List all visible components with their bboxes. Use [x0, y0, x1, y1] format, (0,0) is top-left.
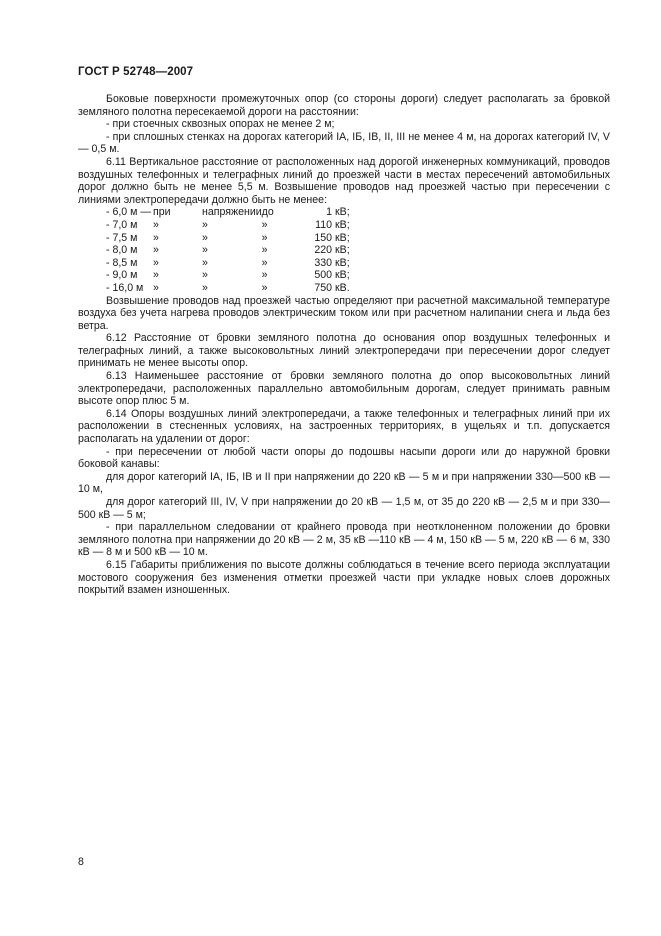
category-clause: для дорог категорий III, IV, V при напряжении до 20 кВ — 1,5 м, от 35 до 220 кВ — 2,5 м и при 330—500 кВ — 5 м; — [78, 496, 610, 521]
section-6-12-paragraph: 6.12 Расстояние от бровки земляного полотна до основания опор воздушных телефонных и телеграфных линий, а также высоковольтных линий электропередачи при пересечении дорог следует принимать не менее высоты опор. — [78, 332, 610, 370]
table-row — [106, 219, 350, 232]
ditto-cell: до — [261, 206, 274, 219]
ditto-cell: » — [153, 281, 159, 294]
table-row — [106, 232, 350, 245]
table-row — [106, 257, 350, 270]
table-row — [106, 282, 350, 295]
section-6-11-paragraph: 6.11 Вертикальное расстояние от расположенных над дорогой инженерных коммуникаций, проводов воздушных телефонных и телеграфных линий до проезжей части в местах пересечений автомобильных дорог должно быть не менее 5,5 м. Возвышение проводов над проезжей частью при пересечении с линиями электропередачи должно быть не менее: — [78, 155, 610, 206]
voltage-cell: 110 кВ; — [315, 218, 350, 231]
voltage-cell: 220 кВ; — [314, 244, 350, 257]
table-row — [106, 244, 350, 257]
ditto-cell: » — [202, 256, 208, 269]
ditto-cell: » — [261, 218, 268, 231]
ditto-cell: » — [153, 244, 159, 257]
section-6-13-paragraph: 6.13 Наименьшее расстояние от бровки земляного полотна до опор высоковольтных линий электропередачи, расположенных параллельно автомобильным дорогам, следует принимать равным высоте опор плюс 5 м. — [78, 370, 610, 408]
ditto-cell: » — [202, 244, 208, 257]
ditto-cell: » — [202, 218, 208, 231]
ditto-cell: » — [261, 269, 268, 282]
page-body — [78, 93, 610, 597]
ditto-cell: при — [153, 206, 171, 219]
section-6-14-paragraph: 6.14 Опоры воздушных линий электропередачи, а также телефонных и телеграфных линий при их расположении в стесненных условиях, на застроенных территориях, в ущельях и т.п. допускается располагать на удалении от дорог: — [78, 407, 610, 446]
ditto-cell: » — [261, 281, 268, 294]
category-clause: для дорог категорий IA, IБ, IB и II при напряжении до 220 кВ — 5 м и при напряжении 330—500 кВ — 10 м, — [78, 470, 610, 496]
ditto-cell: » — [202, 281, 208, 294]
voltage-cell: 500 кВ; — [314, 269, 350, 282]
ditto-cell: напряжении — [202, 206, 262, 219]
distance-cell: - 7,5 м — [106, 231, 138, 244]
clearance-table — [106, 206, 350, 294]
list-item: - при параллельном следовании от крайнего провода при неотклоненном положении до бровки земляного полотна при напряжении до 20 кВ — 2 м, 35 кВ —110 кВ — 4 м, 150 кВ — 5 м, 220 кВ — 6 м, 330 кВ — 8 м и 500 кВ — 10 м. — [78, 521, 610, 559]
list-item: - при сплошных стенках на дорогах категорий IA, IБ, IB, II, III не менее 4 м, на дорогах категорий IV, V — 0,5 м. — [78, 130, 610, 156]
distance-cell: - 7,0 м — [106, 218, 138, 231]
ditto-cell: » — [261, 256, 268, 269]
ditto-cell: » — [153, 231, 159, 244]
page-number: 8 — [78, 856, 84, 868]
document-header: ГОСТ Р 52748—2007 — [78, 66, 194, 78]
ditto-cell: » — [202, 269, 208, 282]
voltage-cell: 330 кВ; — [314, 256, 350, 269]
distance-cell: - 16,0 м — [106, 281, 144, 294]
distance-cell: - 9,0 м — [106, 269, 138, 282]
voltage-cell: 150 кВ; — [314, 231, 350, 244]
voltage-cell: 1 кВ; — [326, 206, 350, 219]
ditto-cell: » — [153, 256, 159, 269]
ditto-cell: » — [202, 231, 208, 244]
section-6-15-paragraph: 6.15 Габариты приближения по высоте должны соблюдаться в течение всего периода эксплуатации мостового сооружения без изменения отметки проезжей части при укладке новых слоев дорожных покрытий взамен изношенных. — [78, 558, 610, 597]
distance-cell: - 8,5 м — [106, 256, 138, 269]
section-6-11-note: Возвышение проводов над проезжей частью определяют при расчетной максимальной температуре воздуха без учета нагрева проводов электрическим током или при расчетном налипании снега и льда без ветра. — [78, 294, 610, 332]
table-row — [106, 269, 350, 282]
ditto-cell: » — [153, 218, 159, 231]
list-item: - при стоечных сквозных опорах не менее 2 м; — [106, 118, 335, 131]
ditto-cell: » — [261, 244, 268, 257]
ditto-cell: » — [261, 231, 268, 244]
voltage-cell: 750 кВ. — [314, 281, 350, 294]
list-item: - при пересечении от любой части опоры до подошвы насыпи дороги или до наружной бровки боковой канавы: — [78, 445, 610, 471]
intro-paragraph: Боковые поверхности промежуточных опор (со стороны дороги) следует располагать за бровкой земляного полотна пересекаемой дороги на расстоянии: — [78, 93, 610, 118]
distance-cell: - 8,0 м — [106, 244, 138, 257]
table-row — [106, 206, 350, 219]
distance-cell: - 6,0 м — — [106, 206, 151, 219]
ditto-cell: » — [153, 269, 159, 282]
